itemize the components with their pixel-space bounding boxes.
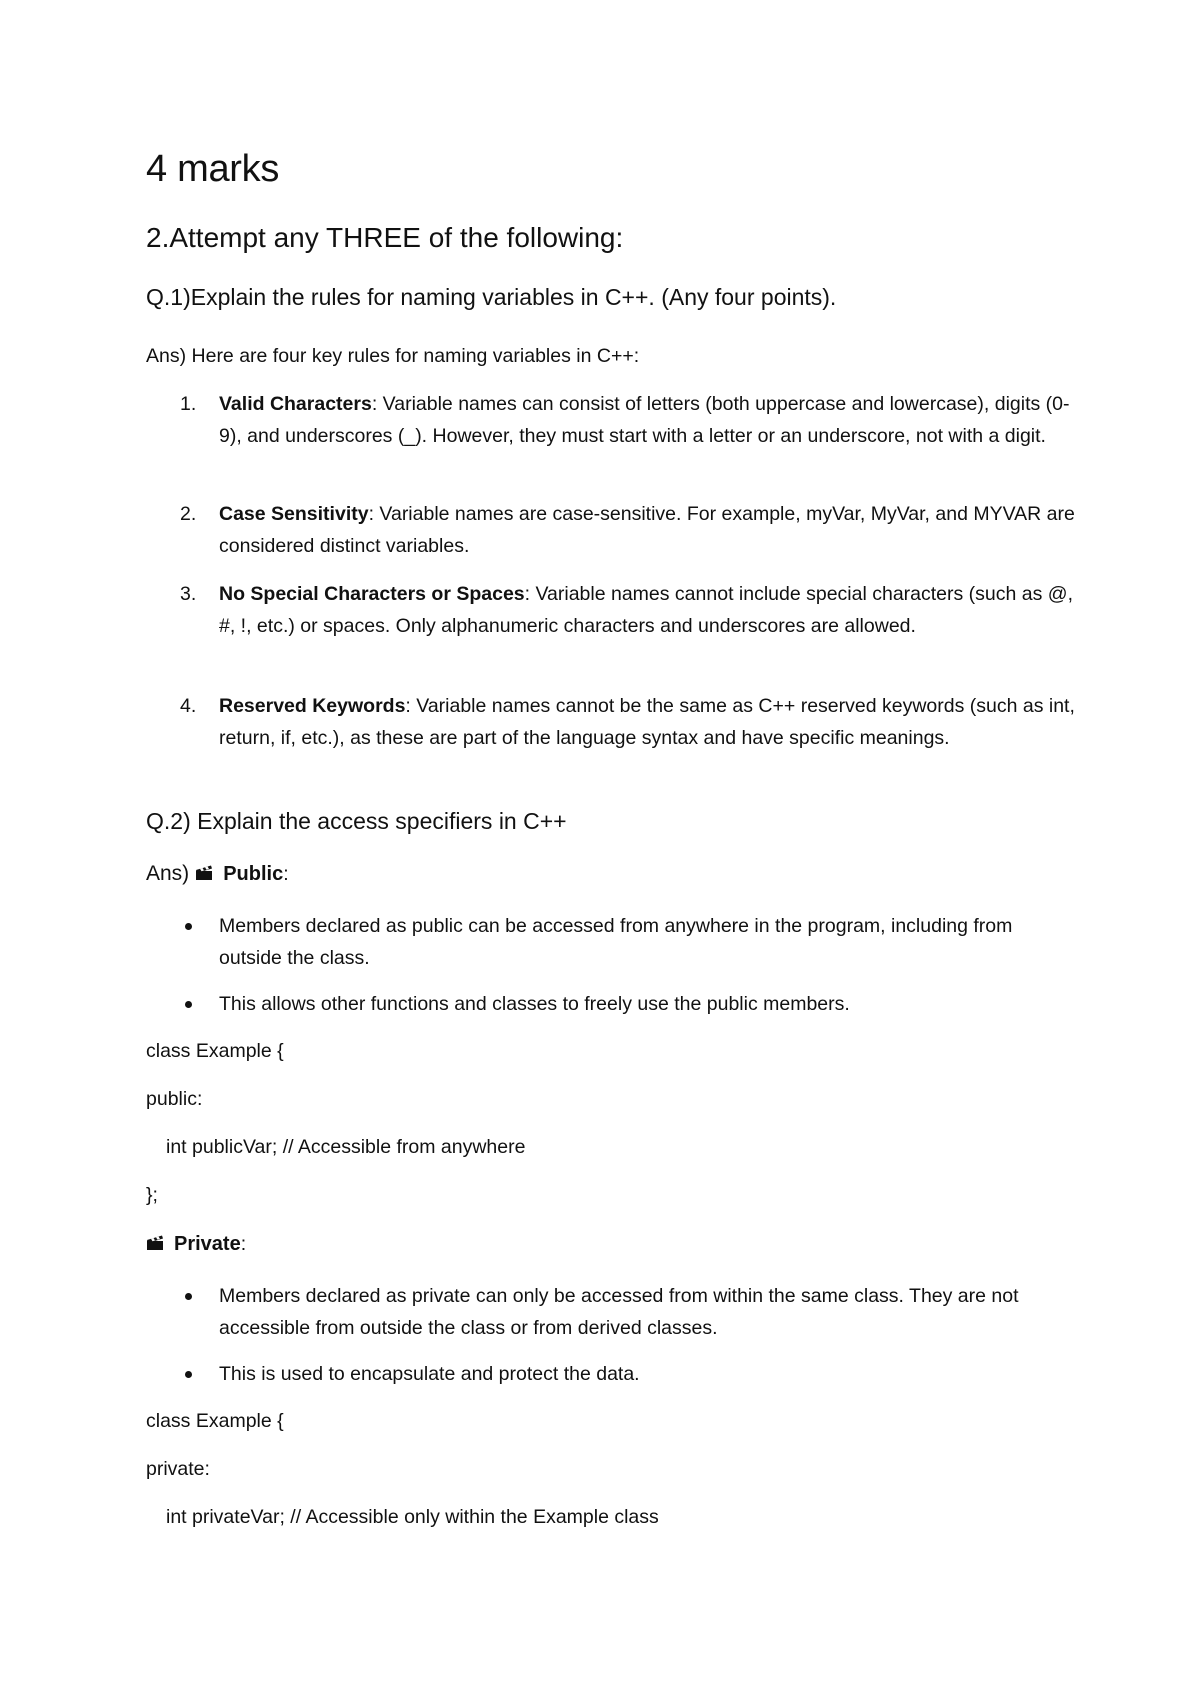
- rule-number: 4.: [180, 695, 197, 717]
- marks-heading: 4 marks: [146, 148, 280, 190]
- rule-content: [219, 578, 1079, 642]
- private-code-line-1: class Example {: [146, 1410, 284, 1432]
- clapperboard-icon: [195, 864, 213, 881]
- public-code-line-1: class Example {: [146, 1040, 284, 1062]
- rule-term: Valid Characters: [219, 393, 372, 415]
- rule-term: No Special Characters or Spaces: [219, 583, 525, 605]
- rule-content: [219, 388, 1079, 452]
- bullet-dot: [185, 1371, 192, 1378]
- private-label: Private: [174, 1233, 241, 1255]
- rule-term: Reserved Keywords: [219, 695, 406, 717]
- rule-content: [219, 498, 1079, 562]
- question-1-answer-intro: Ans) Here are four key rules for naming variables in C++:: [146, 345, 640, 367]
- rule-text: : Variable names cannot include special characters (such as @, #, !, etc.) or spaces. Only alphanumeric characters and underscores are allowed.: [219, 583, 1074, 637]
- rule-text: : Variable names are case-sensitive. For example, myVar, MyVar, and MYVAR are considered distinct variables.: [219, 503, 1075, 557]
- public-code-line-3: int publicVar; // Accessible from anywhere: [166, 1136, 526, 1158]
- bullet-dot: [185, 1293, 192, 1300]
- public-code-line-2: public:: [146, 1088, 203, 1110]
- private-code-line-2: private:: [146, 1458, 210, 1480]
- private-colon: :: [240, 1233, 247, 1255]
- bullet-dot: [185, 923, 192, 930]
- instruction-heading: 2.Attempt any THREE of the following:: [146, 222, 624, 253]
- public-label: Public: [223, 863, 284, 885]
- bullet-text: Members declared as private can only be accessed from within the same class. They are not accessible from outside the class or from derived classes.: [219, 1285, 1019, 1339]
- rule-number: 3.: [180, 583, 197, 605]
- question-2-answer-header: [146, 858, 289, 890]
- public-colon: :: [283, 863, 289, 885]
- public-code-line-4: };: [146, 1184, 158, 1206]
- rule-term: Case Sensitivity: [219, 503, 369, 525]
- clapperboard-icon: [146, 1234, 164, 1251]
- bullet-dot: [185, 1001, 192, 1008]
- rule-content: [219, 690, 1079, 754]
- question-1-title: Q.1)Explain the rules for naming variables in C++. (Any four points).: [146, 284, 837, 310]
- private-section-header: [146, 1228, 246, 1260]
- rule-number: 1.: [180, 393, 197, 415]
- bullet-text: Members declared as public can be accessed from anywhere in the program, including from outside the class.: [219, 915, 1013, 969]
- rule-text: : Variable names cannot be the same as C++ reserved keywords (such as int, return, if, etc.), as these are part of the language syntax and have specific meanings.: [219, 695, 1075, 749]
- answer-label: Ans): [146, 862, 190, 885]
- bullet-text: This is used to encapsulate and protect the data.: [219, 1363, 640, 1385]
- question-2-title: Q.2) Explain the access specifiers in C++: [146, 808, 567, 834]
- rule-number: 2.: [180, 503, 197, 525]
- rule-text: : Variable names can consist of letters (both uppercase and lowercase), digits (0-9), and underscores (_). However, they must start with a letter or an underscore, not with a digit.: [219, 393, 1070, 447]
- bullet-text: This allows other functions and classes to freely use the public members.: [219, 993, 850, 1015]
- private-code-line-3: int privateVar; // Accessible only within the Example class: [166, 1506, 659, 1528]
